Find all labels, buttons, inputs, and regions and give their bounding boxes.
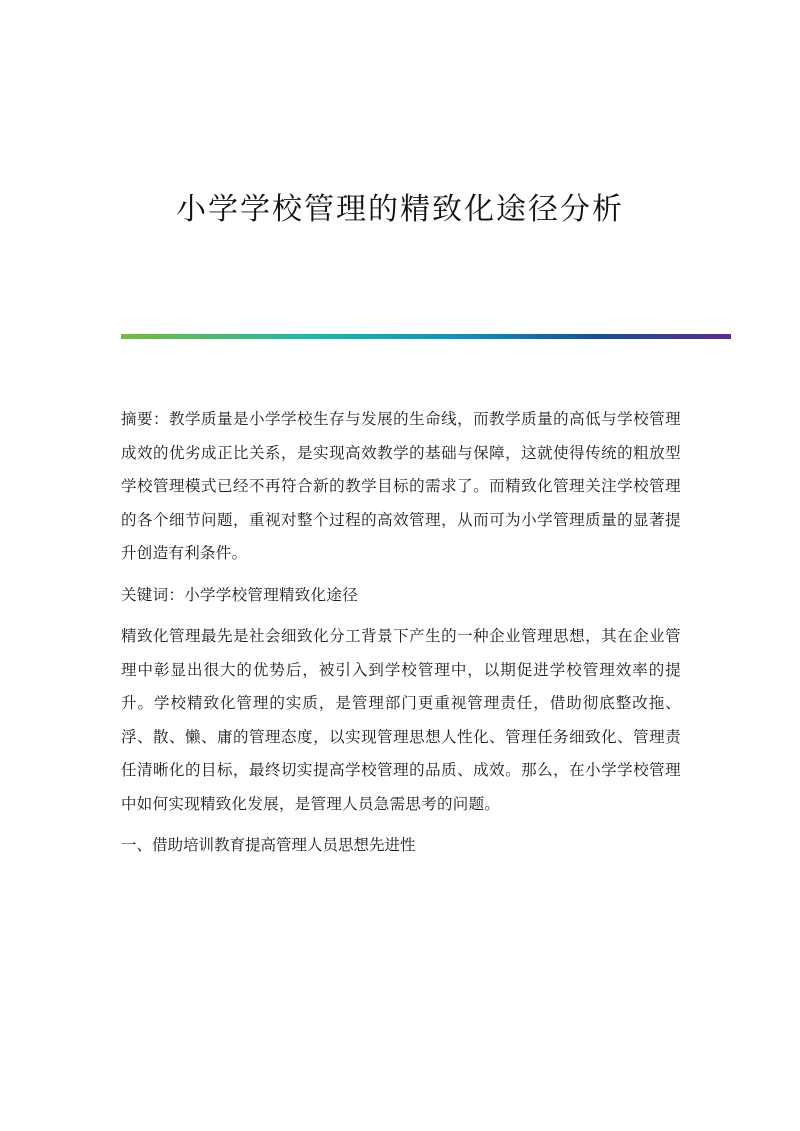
- intro-paragraph: 精致化管理最先是社会细致化分工背景下产生的一种企业管理思想，其在企业管理中彰显出很大的优势后，被引入到学校管理中，以期促进学校管理效率的提升。学校精致化管理的实质，是管理部门更重视管理责任，借助彻底整改拖、浮、散、懒、庸的管理态度，以实现管理思想人性化、管理任务细致化、管理责任清晰化的目标，最终切实提高学校管理的品质、成效。那么，在小学学校管理中如何实现精致化发展，是管理人员急需思考的问题。: [121, 627, 681, 813]
- abstract-paragraph: 摘要：教学质量是小学学校生存与发展的生命线，而教学质量的高低与学校管理成效的优劣成正比关系，是实现高效教学的基础与保障，这就使得传统的粗放型学校管理模式已经不再符合新的教学目标的需求了。而精致化管理关注学校管理的各个细节问题，重视对整个过程的高效管理，从而可为小学管理质量的显著提升创造有利条件。: [121, 410, 681, 562]
- keywords-line: 关键词：小学学校管理精致化途径: [121, 585, 359, 604]
- document-body: [121, 403, 681, 863]
- section-heading-1: 一、借助培训教育提高管理人员思想先进性: [121, 836, 416, 854]
- document-title: 小学学校管理的精致化途径分析: [176, 192, 624, 227]
- title-divider: [121, 334, 731, 339]
